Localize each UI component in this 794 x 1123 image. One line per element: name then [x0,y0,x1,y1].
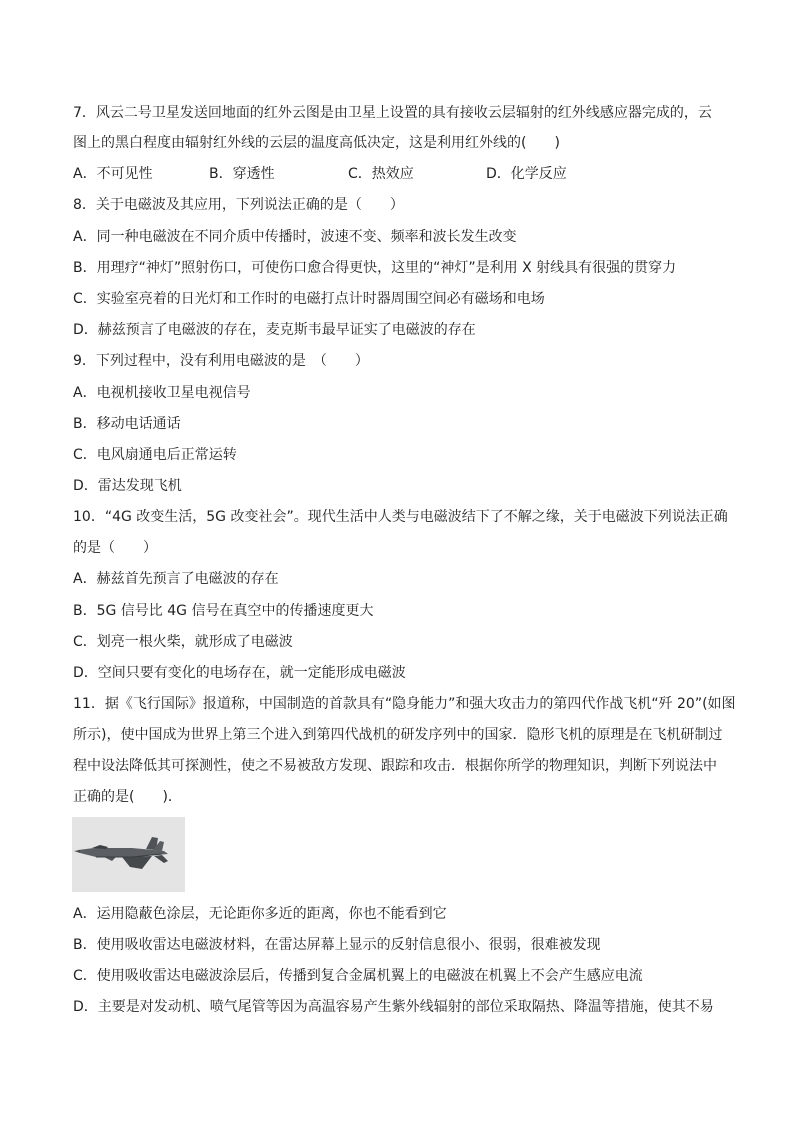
q11-stem-line4: 正确的是( )． [73,789,182,805]
q11-stem-line2: 所示)，使中国成为世界上第三个进入到第四代战机的研发序列中的国家．隐形飞机的原理是在飞机研制过 [73,727,723,743]
q11-option-c: C．使用吸收雷达电磁波涂层后，传播到复合金属机翼上的电磁波在机翼上不会产生感应电流 [73,968,643,984]
q7-option-d: D．化学反应 [486,166,567,182]
q7-option-c: C．热效应 [348,166,414,182]
q9-stem: 9．下列过程中，没有利用电磁波的是 （ ） [73,353,369,369]
fighter-jet-image [72,817,185,892]
q10-option-d: D．空间只要有变化的电场存在，就一定能形成电磁波 [73,665,406,681]
q9-option-b: B．移动电话通话 [73,416,181,432]
q10-option-c: C．划亮一根火柴，就形成了电磁波 [73,634,293,650]
q10-stem-line1: 10．“4G 改变生活，5G 改变社会”。现代生活中人类与电磁波结下了不解之缘，关于电磁波下列说法正确 [73,509,728,525]
q11-option-b: B．使用吸收雷达电磁波材料，在雷达屏幕上显示的反射信息很小、很弱，很难被发现 [73,937,601,953]
q7-stem-line1: 7．风云二号卫星发送回地面的红外云图是由卫星上设置的具有接收云层辐射的红外线感应器完成的，云 [73,105,712,121]
q9-option-c: C．电风扇通电后正常运转 [73,447,237,463]
q8-option-d: D．赫兹预言了电磁波的存在，麦克斯韦最早证实了电磁波的存在 [73,322,476,338]
q8-option-c: C．实验室亮着的日光灯和工作时的电磁打点计时器周围空间必有磁场和电场 [73,291,545,307]
q7-stem-line2: 图上的黑白程度由辐射红外线的云层的温度高低决定，这是利用红外线的( ) [73,135,560,151]
q7-option-b: B．穿透性 [209,166,275,182]
q7-option-a: A．不可见性 [73,166,153,182]
q10-option-b: B．5G 信号比 4G 信号在真空中的传播速度更大 [73,603,374,619]
q8-option-b: B．用理疗“神灯”照射伤口，可使伤口愈合得更快，这里的“神灯”是利用 X 射线具有很强的贯穿力 [73,260,677,276]
q8-stem: 8．关于电磁波及其应用，下列说法正确的是（ ） [73,197,404,213]
q8-option-a: A．同一种电磁波在不同介质中传播时，波速不变、频率和波长发生改变 [73,229,517,245]
fighter-jet-icon [72,817,185,892]
q11-stem-line3: 程中设法降低其可探测性，使之不易被敌方发现、跟踪和攻击．根据你所学的物理知识，判断下列说法中 [73,758,717,774]
q10-stem-line2: 的是（ ） [73,540,157,556]
q11-option-d: D．主要是对发动机、喷气尾管等因为高温容易产生紫外线辐射的部位采取隔热、降温等措施，使其不易 [73,999,714,1015]
q9-option-d: D．雷达发现飞机 [73,478,182,494]
q9-option-a: A．电视机接收卫星电视信号 [73,385,251,401]
q10-option-a: A．赫兹首先预言了电磁波的存在 [73,571,279,587]
q11-option-a: A．运用隐蔽色涂层，无论距你多近的距离，你也不能看到它 [73,906,447,922]
q11-stem-line1: 11．据《飞行国际》报道称，中国制造的首款具有“隐身能力”和强大攻击力的第四代作战飞机“歼 20”(如图 [73,696,736,712]
